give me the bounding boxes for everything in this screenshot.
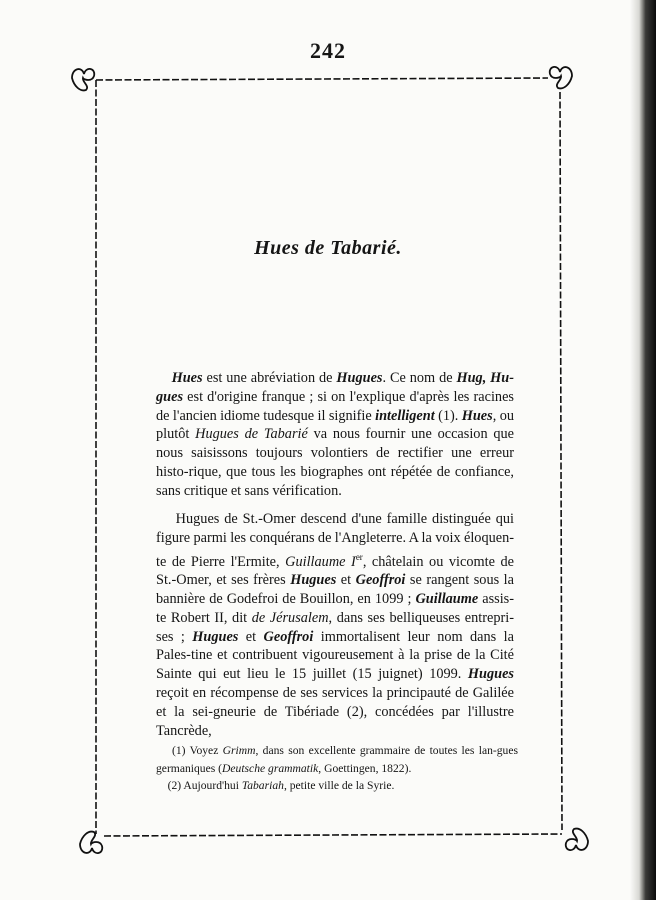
paragraph-text: reçoit en récompense de ses services la principauté de Galilée et la sei-gneurie de Tibériade (2), concédées par l'illustre Tancrède, bbox=[156, 684, 514, 739]
paragraph-text: et bbox=[238, 628, 264, 645]
paragraph-text: va nous fournir une occasion que nous saisissons toujours volontiers de rectifier une erreur histo-rique, que tous les biographes ont répétée de confiance, sans critique et sans vérification. bbox=[156, 426, 515, 499]
chapter-title: Hues de Tabarié. bbox=[254, 237, 402, 259]
footnote-text: (2) Aujourd'hui bbox=[167, 779, 242, 792]
italic-term: Hugues de Tabarié bbox=[195, 426, 308, 443]
footnote-text: , Goettingen, 1822). bbox=[318, 761, 412, 775]
paragraph-2 bbox=[156, 510, 514, 740]
paragraph-text: , châtelain ou vicomte de St.-Omer, et ses frères bbox=[156, 553, 514, 589]
footnote-2 bbox=[156, 777, 518, 795]
page-number: 242 bbox=[310, 38, 346, 63]
italic-term: intelligent bbox=[375, 407, 435, 424]
corner-ornament-icon bbox=[76, 830, 106, 858]
footnote-text: , dans son excellente grammaire de toutes les lan-gues germaniques ( bbox=[156, 744, 518, 775]
paragraph-text: et bbox=[336, 572, 356, 589]
italic-term: Geoffroi bbox=[263, 628, 314, 645]
italic-term: de Jérusalem bbox=[251, 609, 329, 626]
corner-ornament-icon bbox=[546, 62, 576, 90]
footnote-1 bbox=[156, 742, 518, 777]
italic-term: gues bbox=[156, 388, 184, 405]
paragraph-text: immortalisent leur nom dans la Pales-tine et contribuent vigoureusement à la prise de la Cité Sainte qui eut lieu le 15 juillet (15 juignet) 1099. bbox=[156, 628, 514, 683]
paragraph-text: , ou plutôt bbox=[156, 407, 514, 443]
superscript: er bbox=[355, 551, 363, 562]
italic-term: Hues bbox=[171, 370, 203, 386]
paragraph-text: se rangent sous la bannière de Godefroi de Bouillon, en 1099 ; bbox=[156, 572, 514, 607]
paragraph-text: assis-te Robert II, dit bbox=[156, 590, 515, 626]
italic-term: Tabariah bbox=[241, 779, 284, 792]
italic-term: Guillaume I bbox=[285, 553, 356, 570]
paragraph-text: est une abréviation de bbox=[202, 370, 337, 386]
footnotes bbox=[156, 742, 518, 795]
corner-ornament-icon bbox=[562, 827, 592, 855]
paragraph-text: (1). bbox=[434, 407, 462, 424]
italic-term: Hugues bbox=[290, 572, 337, 589]
footnote-text: , petite ville de la Syrie. bbox=[283, 779, 395, 792]
paragraph-text: est d'origine franque ; si on l'explique d'après les racines de l'ancien idiome tudesque il signifie bbox=[156, 388, 514, 424]
italic-term: Grimm bbox=[222, 744, 256, 757]
italic-term: Hues bbox=[461, 407, 493, 424]
italic-term: Guillaume bbox=[415, 590, 479, 607]
italic-term: Hugues bbox=[467, 666, 514, 683]
paragraph-text: . Ce nom de bbox=[382, 370, 457, 386]
paragraph-text: Hugues de St.-Omer descend d'une famille distinguée qui figure parmi les conquérans de l'Angleterre. A la voix éloquen-te de Pierre l'Ermite, bbox=[156, 511, 514, 570]
paragraph-1 bbox=[156, 369, 514, 501]
italic-term: Deutsche grammatik bbox=[222, 761, 319, 775]
italic-term: Hugues bbox=[336, 370, 383, 386]
paragraph-text: , dans ses belliqueuses entrepri-ses ; bbox=[156, 609, 514, 645]
italic-term: Geoffroi bbox=[355, 572, 406, 589]
corner-ornament-icon bbox=[68, 64, 98, 92]
italic-term: Hugues bbox=[192, 628, 239, 645]
italic-term: Hug, Hu- bbox=[456, 370, 514, 386]
footnote-text: (1) Voyez bbox=[172, 744, 223, 757]
